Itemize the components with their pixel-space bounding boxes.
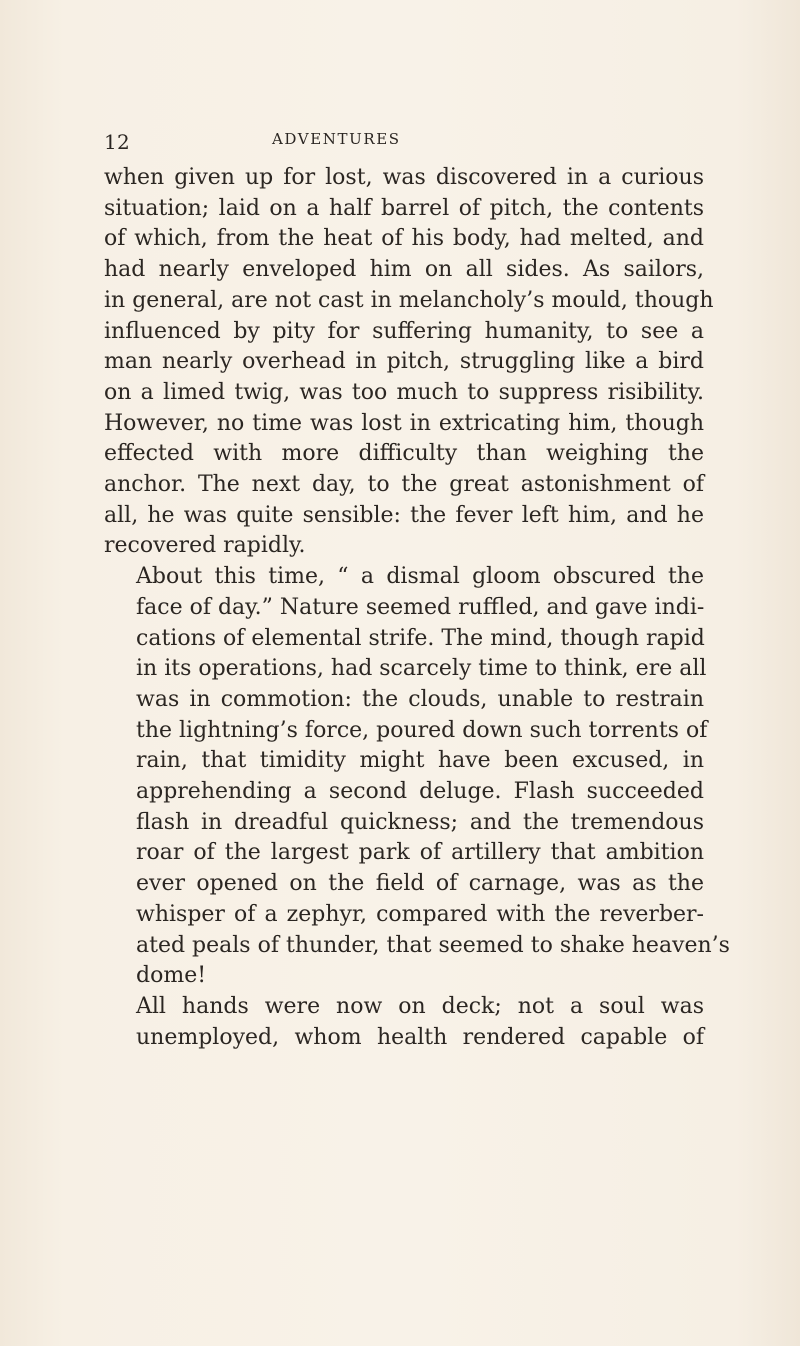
text-line: of which, from the heat of his body, had melted, and (104, 226, 704, 252)
text-line: in general, are not cast in melancholy’s mould, though (104, 287, 714, 313)
paragraph-2 (104, 562, 730, 992)
text-line: on a limed twig, was too much to suppress risibility. (104, 379, 704, 405)
text-line: unemployed, whom health rendered capable of (136, 1024, 704, 1050)
text-line: About this time, “ a dismal gloom obscured the (136, 564, 704, 590)
text-line: However, no time was lost in extricating him, though (104, 410, 704, 436)
text-line: effected with more difficulty than weighing the (104, 441, 704, 467)
page-number: 12 (104, 130, 131, 154)
text-line: all, he was quite sensible: the fever left him, and he (104, 502, 704, 528)
text-line: dome! (136, 963, 207, 989)
paragraph-3 (104, 992, 704, 1053)
text-line: influenced by pity for suffering humanity, to see a (104, 318, 704, 344)
text-line: rain, that timidity might have been excused, in (136, 748, 704, 774)
text-line: man nearly overhead in pitch, struggling like a bird (104, 349, 704, 375)
text-line: face of day.” Nature seemed ruffled, and gave indi- (136, 594, 705, 620)
text-line: the lightning’s force, poured down such torrents of (136, 717, 708, 743)
text-line: ever opened on the field of carnage, was as the (136, 871, 704, 897)
text-line: cations of elemental strife. The mind, though rapid (136, 625, 705, 651)
paragraph-1 (104, 163, 714, 562)
body-text (104, 163, 730, 1053)
text-line: in its operations, had scarcely time to think, ere all (136, 656, 707, 682)
text-line: roar of the largest park of artillery that ambition (136, 840, 704, 866)
text-line: situation; laid on a half barrel of pitch, the contents (104, 195, 704, 221)
page-header (104, 112, 696, 154)
text-line: apprehending a second deluge. Flash succeeded (136, 779, 704, 805)
text-line: All hands were now on deck; not a soul was (136, 993, 704, 1019)
text-line: had nearly enveloped him on all sides. As sailors, (104, 257, 704, 283)
text-line: flash in dreadful quickness; and the tremendous (136, 809, 704, 835)
text-line: whisper of a zephyr, compared with the reverber- (136, 901, 704, 927)
text-line: recovered rapidly. (104, 533, 306, 559)
text-line: was in commotion: the clouds, unable to restrain (136, 686, 704, 712)
text-line: when given up for lost, was discovered in a curious (104, 165, 704, 190)
text-line: ated peals of thunder, that seemed to shake heaven’s (136, 932, 730, 958)
running-head: ADVENTURES (272, 130, 401, 148)
text-line: anchor. The next day, to the great astonishment of (104, 472, 704, 498)
